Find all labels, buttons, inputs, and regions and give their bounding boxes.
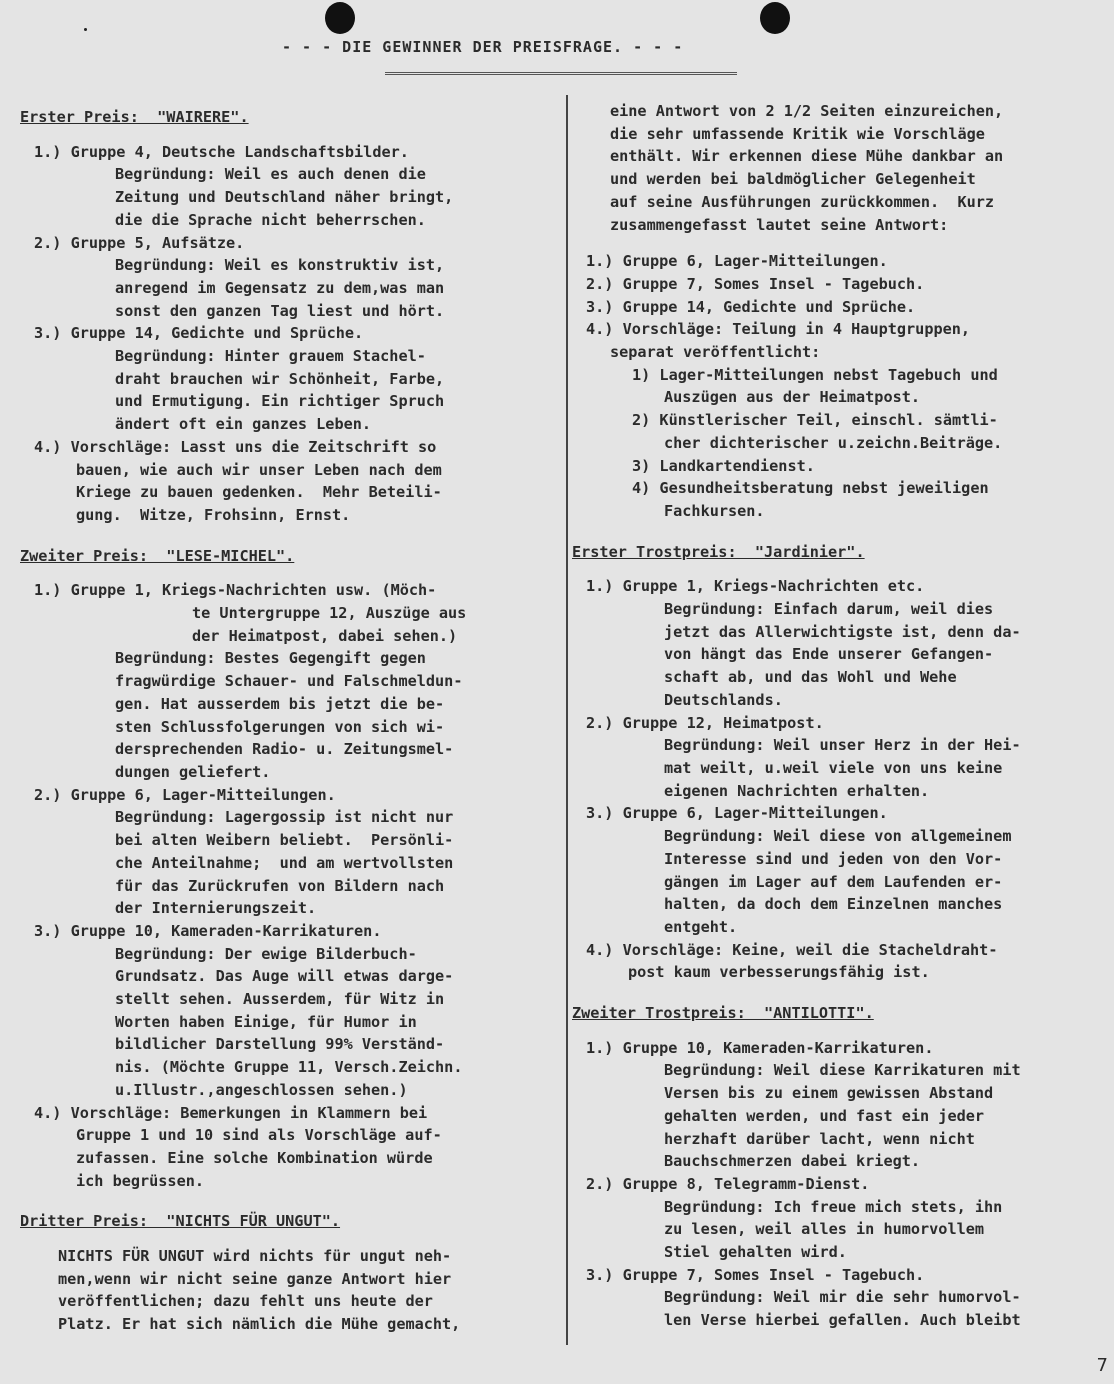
trostpreis-1-heading: Erster Trostpreis: "Jardinier".	[572, 542, 865, 561]
text-line: 3.) Gruppe 7, Somes Insel - Tagebuch.	[586, 1265, 925, 1284]
text-line: u.Illustr.,angeschlossen sehen.)	[115, 1080, 408, 1099]
text-line: veröffentlichen; dazu fehlt uns heute der	[58, 1292, 433, 1311]
text-line: Begründung: Weil es auch denen die	[115, 165, 426, 184]
text-line: und werden bei baldmöglicher Gelegenheit	[610, 170, 976, 189]
prize-2-heading: Zweiter Preis: "LESE-MICHEL".	[20, 546, 295, 565]
text-line: Begründung: Weil diese von allgemeinem	[664, 827, 1012, 846]
text-line: gung. Witze, Frohsinn, Ernst.	[76, 505, 351, 524]
text-line: Begründung: Der ewige Bilderbuch-	[115, 944, 417, 963]
text-line: 1.) Gruppe 1, Kriegs-Nachrichten etc.	[586, 577, 925, 596]
text-line: 3.) Gruppe 6, Lager-Mitteilungen.	[586, 804, 888, 823]
section-prize-1	[20, 102, 555, 527]
text-line: 4) Gesundheitsberatung nebst jeweiligen	[632, 479, 989, 498]
text-line: herzhaft darüber lacht, wenn nicht	[664, 1129, 975, 1148]
left-column	[20, 102, 555, 1350]
text-line: 4.) Vorschläge: Keine, weil die Stacheldraht-	[586, 940, 998, 959]
text-line: 1.) Gruppe 1, Kriegs-Nachrichten usw. (Möch-	[34, 581, 437, 600]
text-line: 3) Landkartendienst.	[632, 456, 815, 475]
text-line: Begründung: Weil es konstruktiv ist,	[115, 256, 445, 275]
text-line: zu lesen, weil alles in humorvollem	[664, 1220, 985, 1239]
trostpreis-2-heading: Zweiter Trostpreis: "ANTILOTTI".	[572, 1004, 874, 1023]
text-line: 2.) Gruppe 5, Aufsätze.	[34, 233, 245, 252]
text-line: Begründung: Weil diese Karrikaturen mit	[664, 1061, 1021, 1080]
text-line: eigenen Nachrichten erhalten.	[664, 781, 930, 800]
text-line: gehalten werden, und fast ein jeder	[664, 1106, 985, 1125]
page-title: - - - DIE GEWINNER DER PREISFRAGE. - - -	[282, 38, 684, 56]
text-line: Fachkursen.	[664, 501, 765, 520]
text-line: sten Schlussfolgerungen von sich wi-	[115, 717, 445, 736]
text-line: von hängt das Ende unserer Gefangen-	[664, 645, 994, 664]
text-line: men,wenn wir nicht seine ganze Antwort hier	[58, 1269, 452, 1288]
text-line: 1) Lager-Mitteilungen nebst Tagebuch und	[632, 365, 998, 384]
text-line: Begründung: Weil mir die sehr humorvol-	[664, 1288, 1021, 1307]
text-line: 4.) Vorschläge: Bemerkungen in Klammern bei	[34, 1103, 428, 1122]
text-line: schaft ab, und das Wohl und Wehe	[664, 668, 957, 687]
text-line: sonst den ganzen Tag liest und hört.	[115, 301, 445, 320]
text-line: enthält. Wir erkennen diese Mühe dankbar an	[610, 147, 1004, 166]
text-line: gen. Hat ausserdem bis jetzt die be-	[115, 694, 445, 713]
text-line: halten, da doch dem Einzelnen manches	[664, 895, 1003, 914]
text-line: Begründung: Weil unser Herz in der Hei-	[664, 736, 1021, 755]
text-line: cher dichterischer u.zeichn.Beiträge.	[664, 433, 1003, 452]
text-line: 1.) Gruppe 10, Kameraden-Karrikaturen.	[586, 1038, 934, 1057]
text-line: die die Sprache nicht beherrschen.	[115, 210, 426, 229]
text-line: eine Antwort von 2 1/2 Seiten einzureichen,	[610, 102, 1004, 120]
text-line: bauen, wie auch wir unser Leben nach dem	[76, 460, 442, 479]
text-line: 2.) Gruppe 12, Heimatpost.	[586, 713, 824, 732]
text-line: Versen bis zu einem gewissen Abstand	[664, 1084, 994, 1103]
text-line: nis. (Möchte Gruppe 11, Versch.Zeichn.	[115, 1058, 463, 1077]
text-line: che Anteilnahme; und am wertvollsten	[115, 853, 454, 872]
text-line: zusammengefasst lautet seine Antwort:	[610, 215, 949, 234]
text-line: Auszügen aus der Heimatpost.	[664, 388, 921, 407]
text-line: gängen im Lager auf dem Laufenden er-	[664, 872, 1003, 891]
text-line: Gruppe 1 und 10 sind als Vorschläge auf-	[76, 1126, 442, 1145]
prize-3-answer-list	[572, 250, 1104, 522]
text-line: 2) Künstlerischer Teil, einschl. sämtli-	[632, 411, 998, 430]
text-line: 1.) Gruppe 6, Lager-Mitteilungen.	[586, 252, 888, 271]
text-line: Begründung: Ich freue mich stets, ihn	[664, 1197, 1003, 1216]
text-line: Bauchschmerzen dabei kriegt.	[664, 1152, 921, 1171]
column-divider	[566, 95, 568, 1345]
text-line: bildlicher Darstellung 99% Verständ-	[115, 1035, 445, 1054]
text-line: 3.) Gruppe 14, Gedichte und Sprüche.	[34, 324, 364, 343]
text-line: Deutschlands.	[664, 690, 783, 709]
text-line: dersprechenden Radio- u. Zeitungsmel-	[115, 740, 454, 759]
text-line: jetzt das Allerwichtigste ist, denn da-	[664, 622, 1021, 641]
text-line: Interesse sind und jeden von den Vor-	[664, 849, 1003, 868]
text-line: 2.) Gruppe 7, Somes Insel - Tagebuch.	[586, 274, 925, 293]
text-line: entgeht.	[664, 917, 738, 936]
title-underline	[385, 72, 737, 75]
text-line: separat veröffentlicht:	[610, 343, 821, 362]
text-line: Platz. Er hat sich nämlich die Mühe gemacht,	[58, 1315, 461, 1334]
text-line: Begründung: Bestes Gegengift gegen	[115, 649, 426, 668]
text-line: mat weilt, u.weil viele von uns keine	[664, 758, 1003, 777]
text-line: 2.) Gruppe 6, Lager-Mitteilungen.	[34, 785, 336, 804]
text-line: post kaum verbesserungsfähig ist.	[628, 963, 930, 982]
prize-3-continuation	[572, 100, 1104, 236]
text-line: der Internierungszeit.	[115, 899, 317, 918]
prize-1-heading: Erster Preis: "WAIRERE".	[20, 108, 249, 126]
text-line: für das Zurückrufen von Bildern nach	[115, 876, 445, 895]
prize-3-heading: Dritter Preis: "NICHTS FÜR UNGUT".	[20, 1212, 341, 1231]
text-line: bei alten Weibern beliebt. Persönli-	[115, 831, 454, 850]
text-line: auf seine Ausführungen zurückkommen. Kurz	[610, 192, 995, 211]
text-line: 4.) Vorschläge: Lasst uns die Zeitschrift so	[34, 437, 437, 456]
text-line: ändert oft ein ganzes Leben.	[115, 415, 372, 434]
text-line: Grundsatz. Das Auge will etwas darge-	[115, 967, 454, 986]
text-line: 4.) Vorschläge: Teilung in 4 Hauptgruppen,	[586, 320, 971, 339]
text-line: die sehr umfassende Kritik wie Vorschläge	[610, 124, 985, 143]
punch-hole-right	[760, 2, 790, 34]
text-line: 2.) Gruppe 8, Telegramm-Dienst.	[586, 1174, 870, 1193]
text-line: der Heimatpost, dabei sehen.)	[192, 626, 458, 645]
text-line: dungen geliefert.	[115, 762, 271, 781]
punch-hole-left	[325, 2, 355, 34]
text-line: 3.) Gruppe 14, Gedichte und Sprüche.	[586, 297, 916, 316]
text-line: Begründung: Hinter grauem Stachel-	[115, 347, 426, 366]
text-line: NICHTS FÜR UNGUT wird nichts für ungut neh-	[58, 1247, 452, 1266]
text-line: Begründung: Lagergossip ist nicht nur	[115, 808, 454, 827]
text-line: len Verse hierbei gefallen. Auch bleibt	[664, 1311, 1021, 1330]
text-line: te Untergruppe 12, Auszüge aus	[192, 604, 467, 623]
text-line: 3.) Gruppe 10, Kameraden-Karrikaturen.	[34, 921, 382, 940]
section-prize-2	[20, 541, 555, 1193]
text-line: 1.) Gruppe 4, Deutsche Landschaftsbilder.	[34, 142, 409, 161]
text-line: anregend im Gegensatz zu dem,was man	[115, 278, 445, 297]
text-line: und Ermutigung. Ein richtiger Spruch	[115, 392, 445, 411]
ink-speck	[84, 28, 87, 31]
text-line: fragwürdige Schauer- und Falschmeldun-	[115, 672, 463, 691]
page-number: 7	[1096, 1355, 1108, 1376]
text-line: Zeitung und Deutschland näher bringt,	[115, 188, 454, 207]
right-column	[572, 100, 1104, 1346]
text-line: stellt sehen. Ausserdem, für Witz in	[115, 990, 445, 1009]
section-prize-3	[20, 1206, 555, 1336]
text-line: ich begrüssen.	[76, 1171, 205, 1190]
text-line: zufassen. Eine solche Kombination würde	[76, 1148, 433, 1167]
text-line: Kriege zu bauen gedenken. Mehr Beteili-	[76, 483, 442, 502]
text-line: draht brauchen wir Schönheit, Farbe,	[115, 369, 445, 388]
text-line: Worten haben Einige, für Humor in	[115, 1012, 417, 1031]
section-trostpreis-1	[572, 537, 1104, 984]
text-line: Stiel gehalten wird.	[664, 1243, 847, 1262]
section-trostpreis-2	[572, 998, 1104, 1332]
text-line: Begründung: Einfach darum, weil dies	[664, 600, 994, 619]
